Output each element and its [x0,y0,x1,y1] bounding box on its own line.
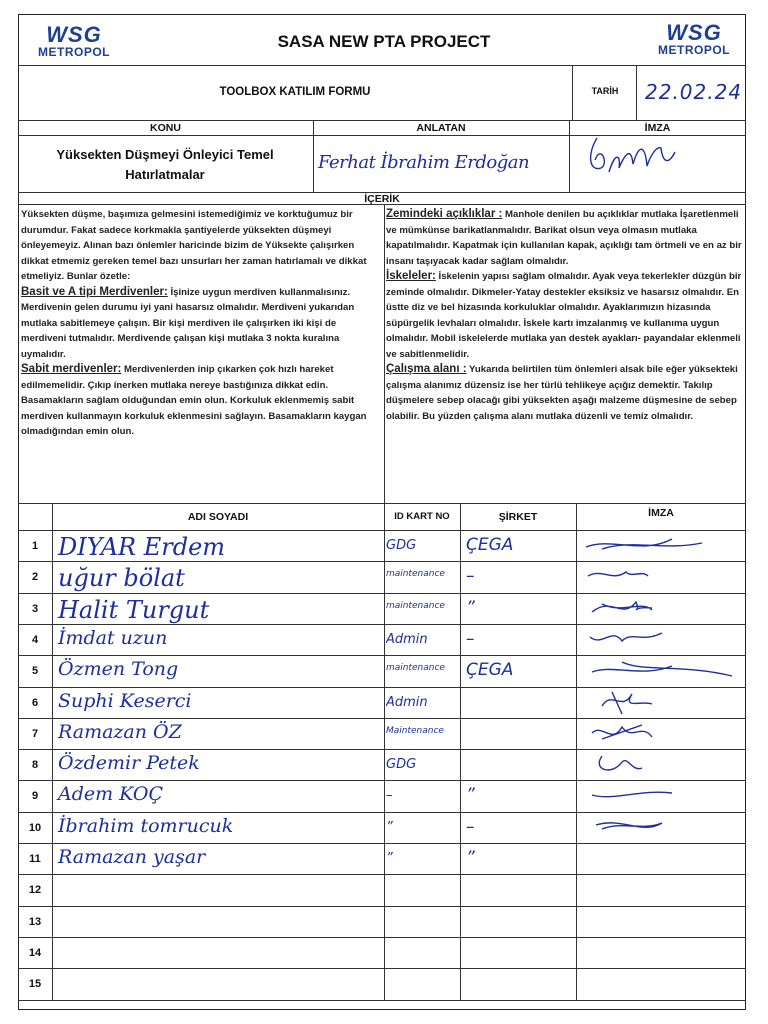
attendee-company: ÇEGA [466,535,514,555]
topic-title [20,145,310,185]
topic-line-1: Yüksekten Düşmeyi Önleyici Temel [56,147,274,162]
attendee-name: Halit Turgut [58,595,210,624]
logo-subtitle: METROPOL [38,45,110,59]
attendee-id: Admin [386,631,428,647]
attendee-signature-icon [582,815,742,841]
attendee-id: ” [386,819,393,835]
floor-openings-heading: Zemindeki açıklıklar : [386,208,503,220]
attendee-id: GDG [386,538,417,553]
attendee-name: DIYAR Erdem [58,533,226,561]
col-header-sign: İMZA [648,507,674,519]
attendee-signature-icon [582,658,742,684]
row-number: 4 [31,633,39,646]
work-area-heading: Çalışma alanı : [386,363,467,375]
date-label: TARİH [591,86,619,96]
row-number: 3 [31,602,39,615]
attendee-id: – [386,788,393,804]
company-logo-left [24,24,124,58]
row-number: 6 [31,696,39,709]
attendee-name: İmdat uzun [58,626,168,649]
anlatan-label: ANLATAN [416,122,466,134]
topic-line-2: Hatırlatmalar [125,167,205,182]
presenter-name: Ferhat İbrahim Erdoğan [318,152,530,173]
row-number: 14 [28,946,42,959]
attendee-name: Suphi Keserci [58,689,192,712]
attendee-signature-icon [582,752,742,778]
row-number: 9 [31,790,39,803]
row-number: 10 [28,821,42,834]
attendee-signature-icon [582,721,742,747]
company-logo-right [644,22,744,56]
attendee-company: – [466,816,475,837]
scaffold-heading: İskeleler: [386,270,436,282]
attendee-name: Ramazan yaşar [58,846,206,868]
date-value: 22.02.24 [645,80,743,104]
attendee-id: GDG [386,757,417,773]
row-number: 15 [28,978,42,991]
konu-label: KONU [150,122,181,134]
attendee-company: ÇEGA [466,660,514,681]
work-area-text: Yukarıda belirtilen tüm önlemleri alsak bile eğer yüksekteki çalışma alanımız düzensiz ise her türlü tehlikeye açığız demektir. Takılıp düşmelere sebep olacağı gibi yüksekten aşağı malzeme düşmesine de sebep olabilir. Bu yüzden çalışma alanı mutlaka düzenli ve temiz olmalıdır. [386,364,738,422]
fixed-ladder-heading: Sabit merdivenler: [21,363,122,375]
attendee-company: ” [466,848,475,868]
attendee-signature-icon [582,564,742,590]
attendee-company: ” [466,785,475,806]
attendee-company: ” [466,597,475,618]
attendee-id: maintenance [386,600,445,611]
attendee-name: Özdemir Petek [58,752,200,775]
form-title: TOOLBOX KATILIM FORMU [219,86,371,98]
content-label: İÇERİK [364,193,400,205]
ladder-text: İşinize uygun merdiven kullanmalısınız. Merdivenin gelen durumu iyi yani hasarsız olmalıdır. Merdiveni yukarıdan mutlaka sabitlemeye çalışın. Bir kişi merdiven ile çalışırken iki kişi de merdiveni tutmalıdır. Merdivende çalışan kişi mutlaka 3 nokta kuralına uymalıdır. [21,286,355,360]
ladder-heading: Basit ve A tipi Merdivenler: [21,285,168,298]
attendee-id: ” [386,851,393,866]
attendee-name: uğur bölat [58,564,185,593]
attendee-id: maintenance [386,663,445,674]
attendee-name: Özmen Tong [58,658,179,681]
row-number: 5 [31,665,39,678]
attendee-name: Adem KOÇ [58,783,163,806]
imza-label: İMZA [644,122,671,134]
project-title: SASA NEW PTA PROJECT [277,32,491,51]
content-right-column [386,207,744,424]
attendee-company: – [466,628,475,649]
attendee-signature-icon [582,690,742,716]
floor-openings-text: Manhole denilen bu açıklıklar mutlaka İşaretlenmeli ve mümkünse barikatlanmalıdır. Barikat olsun veya olmasın mutlaka kapatılmalıdır. Kapatmak için kullanılan kapak, açıklığı tam örtmeli ve en az bir insanı taşıyacak kadar sağlam olmalıdır. [386,209,742,267]
row-number: 2 [31,571,39,584]
row-number: 13 [28,915,42,928]
logo-subtitle: METROPOL [658,43,730,57]
row-number: 1 [31,540,39,552]
col-header-company: ŞİRKET [498,511,538,523]
logo-brand: WSG [666,20,722,45]
attendee-signature-icon [582,533,742,559]
row-number: 7 [31,727,39,740]
attendee-signature-icon [582,627,742,653]
fixed-ladder-text: Merdivenlerden inip çıkarken çok hızlı hareket edilmemelidir. Çıkıp inerken mutlaka nereye bastığınıza dikkat edin. Basamakların sağlam olduğundan emin olun. Korkuluk eklenmemiş sabit merdiven kullanmayın korkuluk eklenmesini sağlayın. Basamakların kaygan olmadığından emin olun. [21,364,367,437]
attendee-name: Ramazan ÖZ [58,720,182,743]
scaffold-text: İskelenin yapısı sağlam olmalıdır. Ayak veya tekerlekler düzgün bir zeminde olmalıdır. Dikmeler-Yatay destekler eksiksiz ve hasarsız olmalıdır. En üstte diz ve bel hizasında korkuluklar olmalıdır. Ayaklarımızın hizasında süpürgelik levhaları olmalıdır. İskele kartı imzalanmış ve kullanıma uygun olmalıdır. Mobil iskelelerde mutlaka yan destek ayakları- payandalar eklenmeli ve sabitlenmelidir. [386,271,742,360]
col-header-name: ADI SOYADI [187,511,249,523]
row-number: 11 [29,853,41,865]
attendee-name: İbrahim tomrucuk [58,814,234,837]
intro-text: Yüksekten düşme, başımıza gelmesini istemediğimiz ve korktuğumuz bir durumdur. Fakat sadece korkmakla şantiyelerde yüksekten düşmeyi önleyemeyiz. Alınan bazı önlemler haricinde bizim de Yüksekte çalışırken dikkat etmemiz gereken temel bazı unsurları her zaman hatırlamalı ve dikkat etmeliyiz. Bunlar özetle: [21,209,367,282]
content-left-column [21,207,381,440]
attendee-id: Admin [386,694,428,710]
row-number: 8 [31,759,39,772]
attendee-id: maintenance [386,569,445,580]
presenter-signature-icon [585,124,685,190]
attendee-signature-icon [582,783,742,809]
col-header-id: ID KART NO [394,511,450,522]
attendee-id: Maintenance [386,725,444,736]
attendee-signature-icon [582,596,742,622]
attendee-company: – [466,566,475,587]
logo-brand: WSG [46,22,102,47]
row-number: 12 [28,884,42,897]
